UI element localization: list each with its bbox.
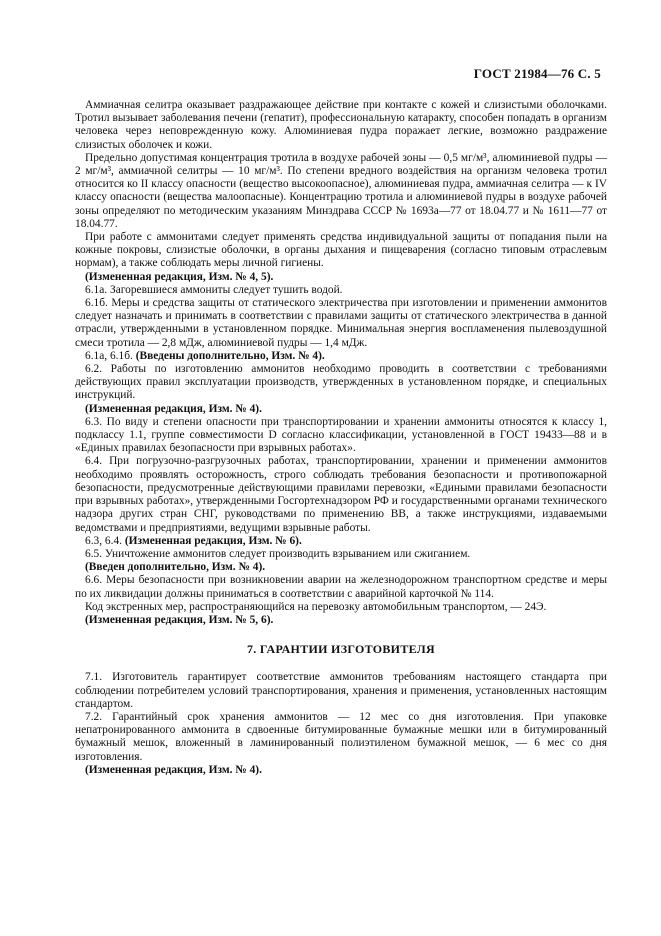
paragraph-emergency-code: Код экстренных мер, распространяющийся на перевозку автомобильным транспортом, — 24Э. bbox=[85, 600, 547, 613]
paragraph-concentration: Предельно допустимая концентрация тротила в воздухе рабочей зоны — 0,5 мг/м³, алюминиевой пудры — 2 мг/м³, аммиачной селитры — 10 мг/м³. По степени вредного воздействия на организм человека тротил относится ко II классу опасности (вещество высокоопасное), алюминиевая пудра, аммиачная селитра — к IV классу опасности (вещества малоопасные). Концентрацию тротила и алюминиевой пудры в воздухе рабочей зоны определяют по методическим указаниям Минздрава СССР № 1693а—77 от 18.04.77 и № 1611—77 от 18.04.77. bbox=[75, 151, 607, 230]
document-body bbox=[75, 99, 607, 777]
paragraph-6-1a: 6.1а. Загоревшиеся аммониты следует тушить водой. bbox=[85, 283, 343, 296]
amendment-note: (Измененная редакция, Изм. № 4). bbox=[85, 402, 262, 415]
amendment-note: (Измененная редакция, Изм. № 4). bbox=[85, 763, 262, 776]
amendment-note: (Измененная редакция, Изм. № 4, 5). bbox=[85, 270, 274, 283]
section-title: 7. ГАРАНТИИ ИЗГОТОВИТЕЛЯ bbox=[247, 642, 435, 657]
amendment-note: (Измененная редакция, Изм. № 5, 6). bbox=[85, 613, 274, 626]
amendment-text: (Введены дополнительно, Изм. № 4). bbox=[135, 349, 325, 362]
paragraph-6-4: 6.4. При погрузочно-разгрузочных работах, транспортировании, хранении и применении аммонитов необходимо проявлять осторожность, строго соблюдать требования безопасности и противопожарной безопасности, предусмотренные действующими правилами перевозки, «Едиными правилами безопасности при взрывных работах», утвержденными Госгортехнадзором РФ и государственными органами технического надзора других стран СНГ, руководствами по применению ВВ, а также инструкциями, издаваемыми ведомствами и предприятиями, ведущими взрывные работы. bbox=[75, 455, 607, 534]
paragraph-toxicity: Аммиачная селитра оказывает раздражающее действие при контакте с кожей и слизистыми оболочками. Тротил вызывает заболевания печени (гепатит), профессиональную катаракту, способен попадать в организм человека через неповрежденную кожу. Алюминиевая пудра поражает легкие, возможно раздражение слизистых оболочек и кожи. bbox=[75, 99, 607, 151]
paragraph-7-2: 7.2. Гарантийный срок хранения аммонитов — 12 мес со дня изготовления. При упаковке непатронированного аммонита в сдвоенные битумированные бумажные мешки или в битумированный бумажный мешок, вложенный в ламинированный полиэтиленом бумажной мешок, — 6 мес со дня изготовления. bbox=[75, 710, 607, 763]
amendment-note bbox=[75, 535, 607, 548]
paragraph-7-1: 7.1. Изготовитель гарантирует соответствие аммонитов требованиям настоящего стандарта при соблюдении потребителем условий транспортирования, хранения и применения, установленных настоящим стандартом. bbox=[75, 671, 607, 710]
page-header: ГОСТ 21984—76 С. 5 bbox=[473, 66, 601, 81]
paragraph-protection: При работе с аммонитами следует применять средства индивидуальной защиты от попадания пыли на кожные покровы, слизистые оболочки, в органы дыхания и пищеварения (согласно типовым отраслевым нормам), а также соблюдать меры личной гигиены. bbox=[75, 231, 607, 270]
clause-ref: 6.1а, 6.1б. bbox=[85, 349, 136, 362]
paragraph-6-6: 6.6. Меры безопасности при возникновении аварии на железнодорожном транспортном средстве и меры по их ликвидации должны приниматься в соответствии с аварийной карточкой № 114. bbox=[75, 574, 607, 600]
paragraph-6-2: 6.2. Работы по изготовлению аммонитов необходимо проводить в соответствии с требованиями действующих правил эксплуатации производств, утвержденных в установленном порядке, и специальных инструкций. bbox=[75, 363, 607, 402]
paragraph-6-5: 6.5. Уничтожение аммонитов следует производить взрыванием или сжиганием. bbox=[85, 547, 471, 560]
amendment-text: (Измененная редакция, Изм. № 6). bbox=[124, 534, 302, 547]
paragraph-6-1b: 6.1б. Меры и средства защиты от статического электричества при изготовлении и применении аммонитов следует назначать и принимать в соответствии с правилами защиты от статического электричества в данной отрасли, утвержденными в установленном порядке. Минимальная энергия воспламенения пылевоздушной смеси тротила — 2,8 мДж, алюминиевой пудры — 1,4 мДж. bbox=[75, 297, 607, 349]
amendment-note: (Введен дополнительно, Изм. № 4). bbox=[85, 561, 266, 574]
clause-ref: 6.3, 6.4. bbox=[85, 534, 125, 547]
amendment-note bbox=[75, 350, 607, 363]
paragraph-6-3: 6.3. По виду и степени опасности при транспортировании и хранении аммониты относятся к классу 1, подклассу 1.1, группе совместимости D согласно классификации, установленной в ГОСТ 19433—88 и в «Единых правилах безопасности при взрывных работах». bbox=[75, 415, 607, 455]
